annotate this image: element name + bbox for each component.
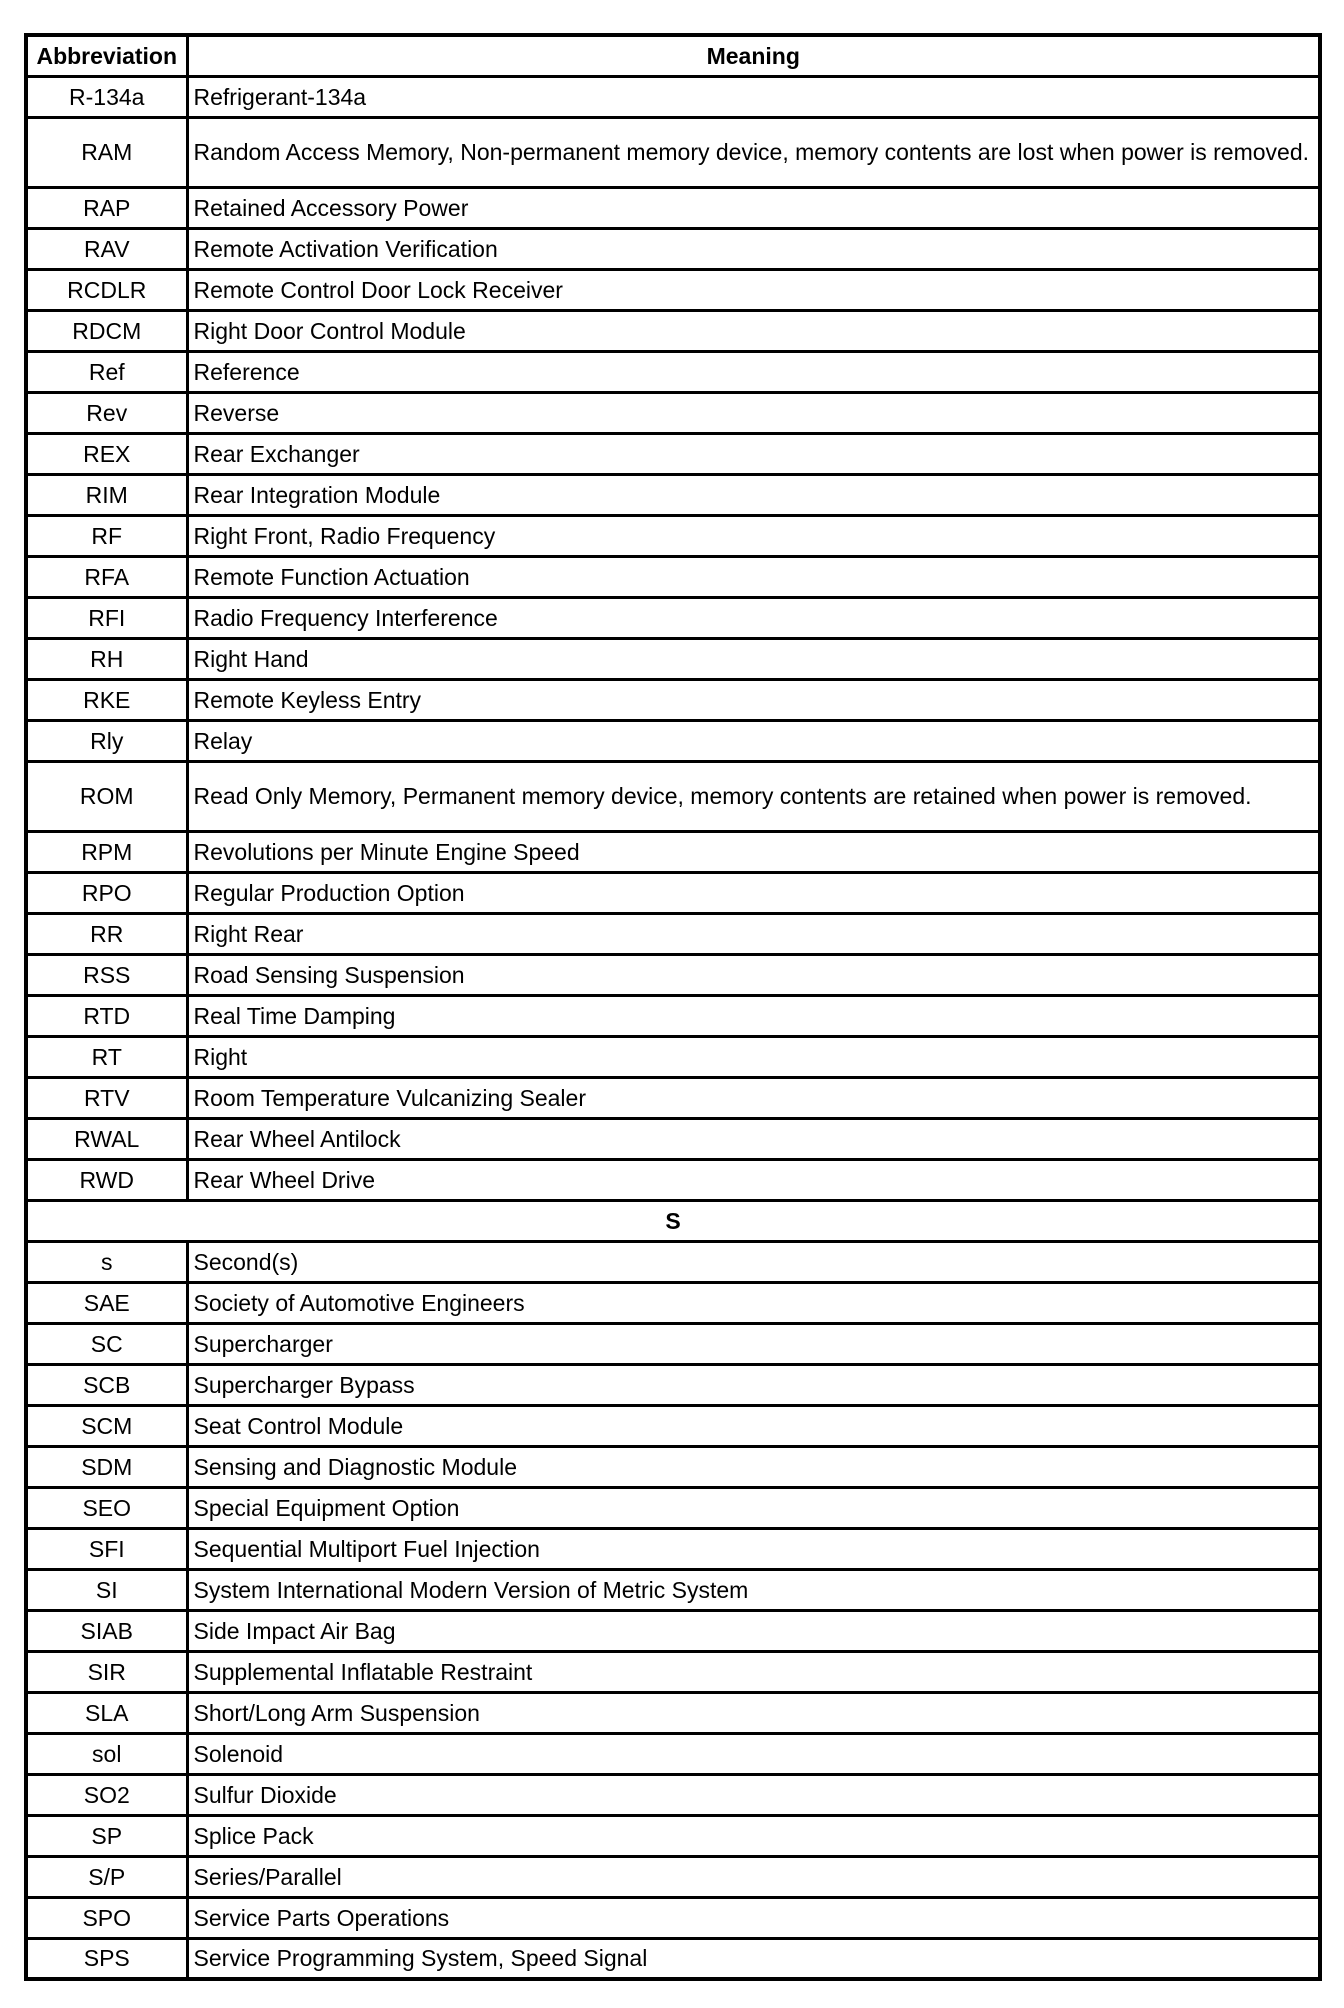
table-row bbox=[26, 76, 1320, 117]
table-row bbox=[26, 638, 1320, 679]
meaning-cell: Second(s) bbox=[187, 1241, 1320, 1282]
meaning-cell: Special Equipment Option bbox=[187, 1487, 1320, 1528]
meaning-cell: Read Only Memory, Permanent memory device, memory contents are retained when power is removed. bbox=[187, 761, 1320, 831]
abbreviation-cell: SDM bbox=[26, 1446, 187, 1487]
abbreviation-cell: RAV bbox=[26, 228, 187, 269]
table-row bbox=[26, 1036, 1320, 1077]
abbreviation-cell: SIAB bbox=[26, 1610, 187, 1651]
abbreviation-cell: RIM bbox=[26, 474, 187, 515]
table-row bbox=[26, 1897, 1320, 1938]
meaning-cell: Service Parts Operations bbox=[187, 1897, 1320, 1938]
abbreviation-cell: R-134a bbox=[26, 76, 187, 117]
meaning-cell: Right Hand bbox=[187, 638, 1320, 679]
abbreviation-cell: RFA bbox=[26, 556, 187, 597]
abbreviation-cell: RFI bbox=[26, 597, 187, 638]
abbreviation-cell: SLA bbox=[26, 1692, 187, 1733]
abbreviation-cell: RWD bbox=[26, 1159, 187, 1200]
abbreviation-cell: SEO bbox=[26, 1487, 187, 1528]
meaning-cell: Relay bbox=[187, 720, 1320, 761]
abbreviation-cell: RAP bbox=[26, 187, 187, 228]
table-row bbox=[26, 1241, 1320, 1282]
abbreviation-cell: RR bbox=[26, 913, 187, 954]
meaning-cell: Right bbox=[187, 1036, 1320, 1077]
meaning-cell: Supercharger bbox=[187, 1323, 1320, 1364]
table-row bbox=[26, 1938, 1320, 1979]
meaning-cell: Splice Pack bbox=[187, 1815, 1320, 1856]
meaning-cell: Retained Accessory Power bbox=[187, 187, 1320, 228]
section-letter: S bbox=[26, 1200, 1320, 1241]
meaning-cell: Supercharger Bypass bbox=[187, 1364, 1320, 1405]
abbreviation-cell: RAM bbox=[26, 117, 187, 187]
table-row bbox=[26, 392, 1320, 433]
abbreviation-cell: RTD bbox=[26, 995, 187, 1036]
table-row bbox=[26, 761, 1320, 831]
abbreviation-cell: SP bbox=[26, 1815, 187, 1856]
table-row bbox=[26, 1610, 1320, 1651]
table-row bbox=[26, 1159, 1320, 1200]
table-row bbox=[26, 913, 1320, 954]
abbreviation-cell: RPM bbox=[26, 831, 187, 872]
table-row bbox=[26, 1364, 1320, 1405]
meaning-cell: Society of Automotive Engineers bbox=[187, 1282, 1320, 1323]
table-row bbox=[26, 679, 1320, 720]
abbreviation-cell: RPO bbox=[26, 872, 187, 913]
meaning-cell: Short/Long Arm Suspension bbox=[187, 1692, 1320, 1733]
table-row bbox=[26, 1569, 1320, 1610]
table-row bbox=[26, 1487, 1320, 1528]
table-row bbox=[26, 1733, 1320, 1774]
table-body bbox=[26, 76, 1320, 1979]
table-row bbox=[26, 228, 1320, 269]
meaning-cell: Radio Frequency Interference bbox=[187, 597, 1320, 638]
table-row bbox=[26, 954, 1320, 995]
meaning-cell: Remote Control Door Lock Receiver bbox=[187, 269, 1320, 310]
table-header-row bbox=[26, 35, 1320, 76]
abbreviation-cell: RSS bbox=[26, 954, 187, 995]
abbreviation-cell: RTV bbox=[26, 1077, 187, 1118]
abbreviation-cell: RH bbox=[26, 638, 187, 679]
table-row bbox=[26, 117, 1320, 187]
meaning-cell: Revolutions per Minute Engine Speed bbox=[187, 831, 1320, 872]
abbreviation-cell: Rev bbox=[26, 392, 187, 433]
meaning-cell: Real Time Damping bbox=[187, 995, 1320, 1036]
meaning-cell: Remote Activation Verification bbox=[187, 228, 1320, 269]
table-row bbox=[26, 995, 1320, 1036]
meaning-cell: Remote Function Actuation bbox=[187, 556, 1320, 597]
abbreviation-cell: Rly bbox=[26, 720, 187, 761]
abbreviation-cell: SI bbox=[26, 1569, 187, 1610]
abbreviation-cell: RDCM bbox=[26, 310, 187, 351]
table-row bbox=[26, 1692, 1320, 1733]
abbreviation-cell: Ref bbox=[26, 351, 187, 392]
table-row bbox=[26, 474, 1320, 515]
column-header-meaning: Meaning bbox=[187, 35, 1320, 76]
table-row bbox=[26, 433, 1320, 474]
abbreviation-cell: SC bbox=[26, 1323, 187, 1364]
table-row bbox=[26, 1856, 1320, 1897]
meaning-cell: Road Sensing Suspension bbox=[187, 954, 1320, 995]
meaning-cell: Regular Production Option bbox=[187, 872, 1320, 913]
abbreviation-cell: SO2 bbox=[26, 1774, 187, 1815]
abbreviation-cell: REX bbox=[26, 433, 187, 474]
meaning-cell: Right Front, Radio Frequency bbox=[187, 515, 1320, 556]
table-row bbox=[26, 1282, 1320, 1323]
table-row bbox=[26, 269, 1320, 310]
table-row bbox=[26, 187, 1320, 228]
meaning-cell: Right Door Control Module bbox=[187, 310, 1320, 351]
section-header-row bbox=[26, 1200, 1320, 1241]
abbreviation-cell: RCDLR bbox=[26, 269, 187, 310]
meaning-cell: Rear Integration Module bbox=[187, 474, 1320, 515]
column-header-abbreviation: Abbreviation bbox=[26, 35, 187, 76]
meaning-cell: Solenoid bbox=[187, 1733, 1320, 1774]
meaning-cell: Refrigerant-134a bbox=[187, 76, 1320, 117]
meaning-cell: Sulfur Dioxide bbox=[187, 1774, 1320, 1815]
abbreviation-cell: RF bbox=[26, 515, 187, 556]
meaning-cell: Reverse bbox=[187, 392, 1320, 433]
meaning-cell: Supplemental Inflatable Restraint bbox=[187, 1651, 1320, 1692]
table-row bbox=[26, 1815, 1320, 1856]
abbreviation-cell: s bbox=[26, 1241, 187, 1282]
table-row bbox=[26, 1118, 1320, 1159]
meaning-cell: Random Access Memory, Non-permanent memory device, memory contents are lost when power is removed. bbox=[187, 117, 1320, 187]
meaning-cell: Series/Parallel bbox=[187, 1856, 1320, 1897]
meaning-cell: System International Modern Version of Metric System bbox=[187, 1569, 1320, 1610]
abbreviation-cell: ROM bbox=[26, 761, 187, 831]
table-row bbox=[26, 720, 1320, 761]
table-row bbox=[26, 1774, 1320, 1815]
meaning-cell: Sequential Multiport Fuel Injection bbox=[187, 1528, 1320, 1569]
table-row bbox=[26, 1528, 1320, 1569]
table-row bbox=[26, 597, 1320, 638]
abbreviation-cell: RT bbox=[26, 1036, 187, 1077]
abbreviation-cell: RWAL bbox=[26, 1118, 187, 1159]
table-row bbox=[26, 1077, 1320, 1118]
meaning-cell: Sensing and Diagnostic Module bbox=[187, 1446, 1320, 1487]
meaning-cell: Rear Exchanger bbox=[187, 433, 1320, 474]
meaning-cell: Rear Wheel Antilock bbox=[187, 1118, 1320, 1159]
abbreviation-cell: SPS bbox=[26, 1938, 187, 1979]
table-row bbox=[26, 1323, 1320, 1364]
abbreviation-table bbox=[24, 33, 1322, 1981]
abbreviation-cell: SCM bbox=[26, 1405, 187, 1446]
meaning-cell: Room Temperature Vulcanizing Sealer bbox=[187, 1077, 1320, 1118]
table-row bbox=[26, 872, 1320, 913]
abbreviation-cell: SFI bbox=[26, 1528, 187, 1569]
meaning-cell: Seat Control Module bbox=[187, 1405, 1320, 1446]
table-row bbox=[26, 1446, 1320, 1487]
meaning-cell: Reference bbox=[187, 351, 1320, 392]
abbreviation-cell: SCB bbox=[26, 1364, 187, 1405]
table-row bbox=[26, 831, 1320, 872]
meaning-cell: Right Rear bbox=[187, 913, 1320, 954]
abbreviation-cell: RKE bbox=[26, 679, 187, 720]
table-row bbox=[26, 310, 1320, 351]
abbreviation-cell: SAE bbox=[26, 1282, 187, 1323]
table-row bbox=[26, 1405, 1320, 1446]
abbreviation-cell: SPO bbox=[26, 1897, 187, 1938]
meaning-cell: Rear Wheel Drive bbox=[187, 1159, 1320, 1200]
meaning-cell: Service Programming System, Speed Signal bbox=[187, 1938, 1320, 1979]
abbreviation-cell: SIR bbox=[26, 1651, 187, 1692]
table-row bbox=[26, 1651, 1320, 1692]
abbreviation-cell: sol bbox=[26, 1733, 187, 1774]
meaning-cell: Remote Keyless Entry bbox=[187, 679, 1320, 720]
table-row bbox=[26, 556, 1320, 597]
meaning-cell: Side Impact Air Bag bbox=[187, 1610, 1320, 1651]
table-row bbox=[26, 515, 1320, 556]
abbreviation-cell: S/P bbox=[26, 1856, 187, 1897]
table-row bbox=[26, 351, 1320, 392]
